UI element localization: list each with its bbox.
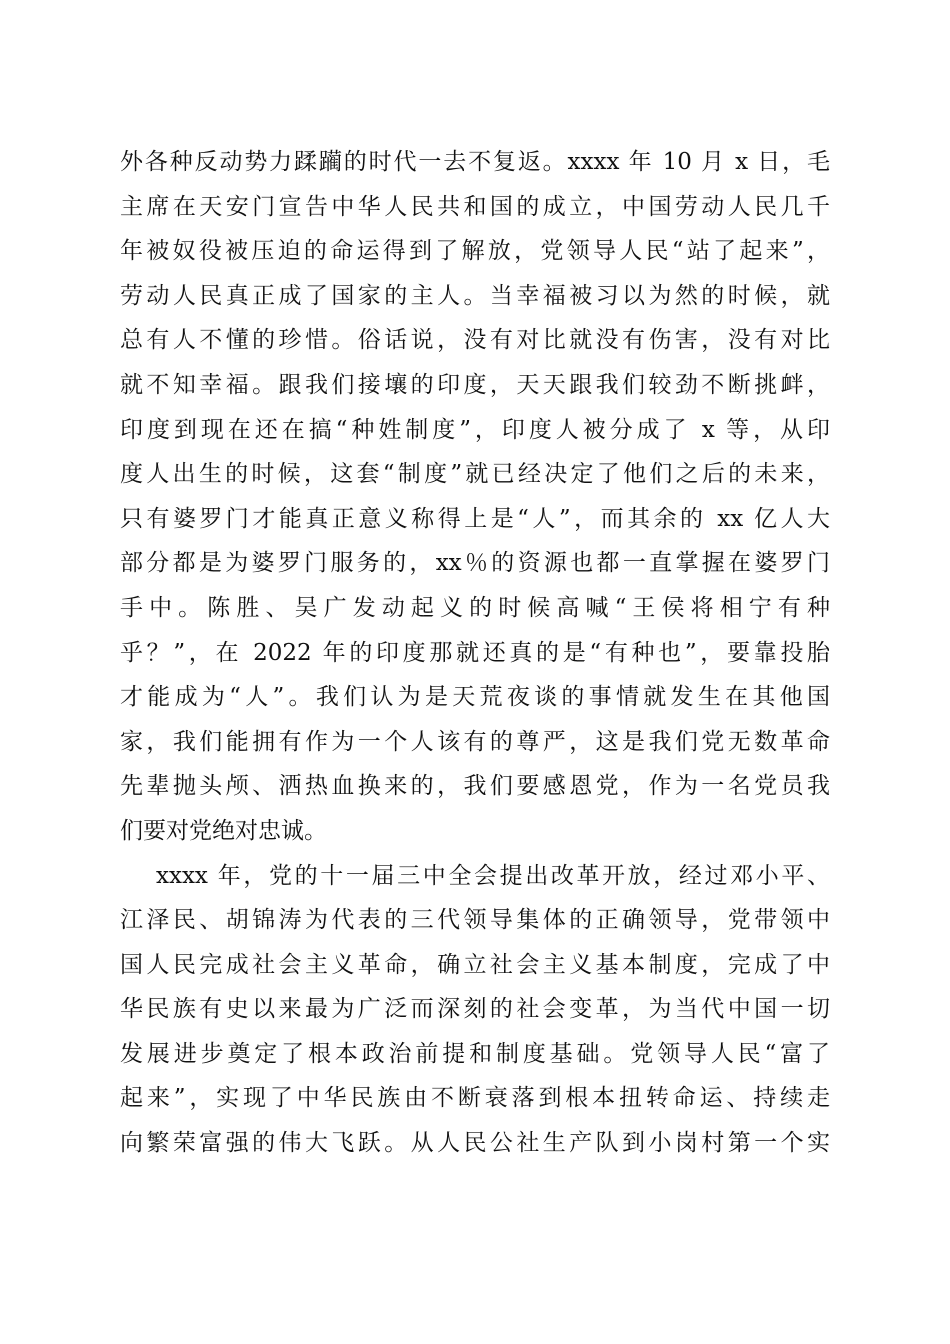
text-line: 家，我们能拥有作为一个人该有的尊严，这是我们党无数革命 bbox=[120, 728, 830, 755]
text-line: 向繁荣富强的伟大飞跃。从人民公社生产队到小岗村第一个实 bbox=[120, 1130, 830, 1157]
text-line: 先辈抛头颅、洒热血换来的，我们要感恩党，作为一名党员我 bbox=[120, 773, 830, 800]
paragraph-1 bbox=[120, 140, 830, 854]
text-line: 们要对党绝对忠诚。 bbox=[120, 817, 327, 844]
text-line: 起来”，实现了中华民族由不断衰落到根本扭转命运、持续走 bbox=[120, 1085, 830, 1112]
text-line: 印度到现在还在搞“种姓制度”，印度人被分成了 x 等，从印 bbox=[120, 416, 830, 443]
text-line: 度人出生的时候，这套“制度”就已经决定了他们之后的未来， bbox=[120, 461, 830, 488]
text-line: 总有人不懂的珍惜。俗话说，没有对比就没有伤害，没有对比 bbox=[120, 327, 830, 354]
text-line: 年被奴役被压迫的命运得到了解放，党领导人民“站了起来”， bbox=[120, 238, 830, 265]
text-line: 劳动人民真正成了国家的主人。当幸福被习以为然的时候，就 bbox=[120, 282, 830, 309]
text-line: 国人民完成社会主义革命，确立社会主义基本制度，完成了中 bbox=[120, 951, 830, 978]
text-line: xxxx 年，党的十一届三中全会提出改革开放，经过邓小平、 bbox=[156, 862, 830, 889]
document-body bbox=[120, 140, 830, 1166]
text-line: 外各种反动势力蹂躏的时代一去不复返。xxxx 年 10 月 x 日，毛 bbox=[120, 149, 830, 175]
text-line: 才能成为“人”。我们认为是天荒夜谈的事情就发生在其他国 bbox=[120, 684, 830, 711]
text-line: 江泽民、胡锦涛为代表的三代领导集体的正确领导，党带领中 bbox=[120, 907, 830, 934]
text-line: 就不知幸福。跟我们接壤的印度，天天跟我们较劲不断挑衅， bbox=[120, 371, 830, 398]
text-line: 乎？”，在 2022 年的印度那就还真的是“有种也”，要靠投胎 bbox=[120, 639, 830, 666]
text-line: 发展进步奠定了根本政治前提和制度基础。党领导人民“富了 bbox=[120, 1040, 830, 1067]
text-line: 只有婆罗门才能真正意义称得上是“人”，而其余的 xx 亿人大 bbox=[120, 505, 830, 532]
text-line: 主席在天安门宣告中华人民共和国的成立，中国劳动人民几千 bbox=[120, 193, 830, 220]
text-line: 手中。陈胜、吴广发动起义的时候高喊“王侯将相宁有种 bbox=[120, 594, 830, 621]
text-line: 华民族有史以来最为广泛而深刻的社会变革，为当代中国一切 bbox=[120, 996, 830, 1023]
paragraph-2 bbox=[120, 854, 830, 1166]
text-line: 部分都是为婆罗门服务的，xx％的资源也都一直掌握在婆罗门 bbox=[120, 550, 830, 577]
